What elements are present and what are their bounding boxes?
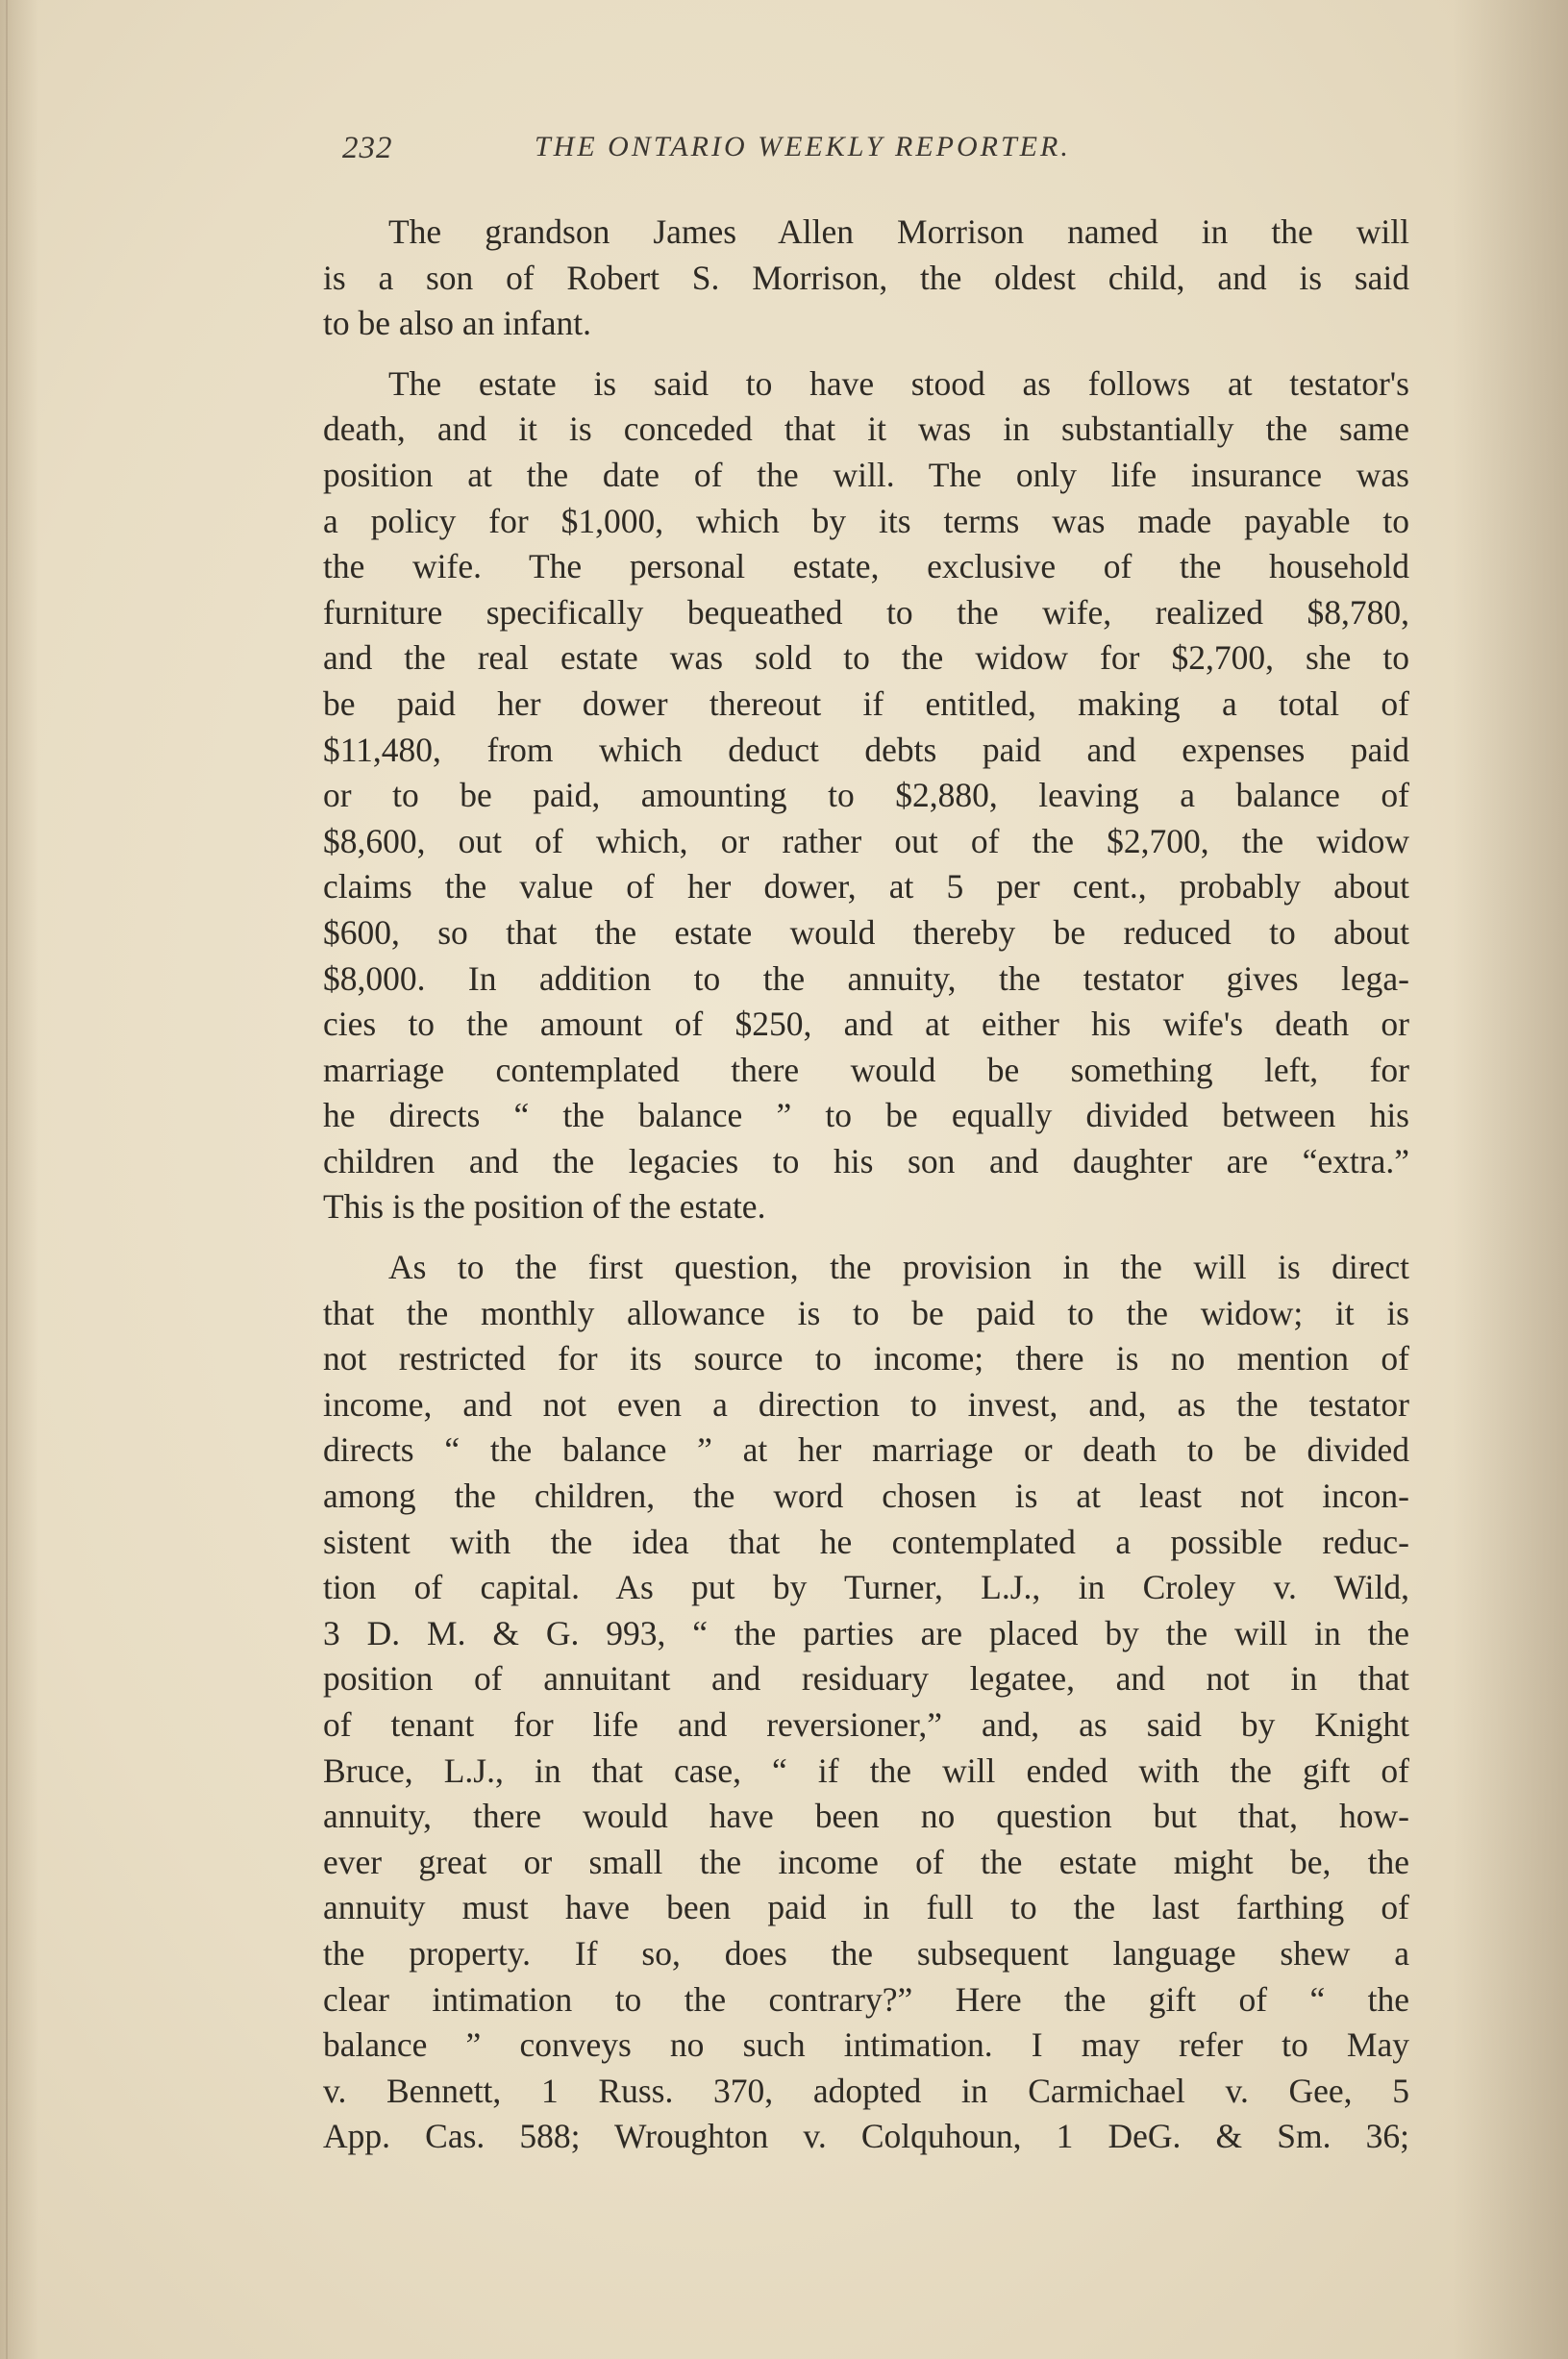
- text-line: $8,600, out of which, or rather out of the $2,700, the widow: [323, 821, 1409, 860]
- text-line: be paid her dower thereout if entitled, making a total of: [323, 683, 1409, 723]
- text-line: Bruce, L.J., in that case, “ if the will ended with the gift of: [323, 1751, 1409, 1790]
- paragraph-1: [323, 210, 1409, 347]
- text-line: claims the value of her dower, at 5 per cent., probably about: [323, 867, 1409, 906]
- text-line: $600, so that the estate would thereby be reduced to about: [323, 912, 1409, 952]
- text-line: position at the date of the will. The only life insurance was: [323, 455, 1409, 494]
- paragraph-2: [323, 361, 1409, 1230]
- text-line: and the real estate was sold to the widow for $2,700, she to: [323, 638, 1409, 678]
- text-line: sistent with the idea that he contemplated a possible reduc-: [323, 1522, 1409, 1561]
- page-header: [342, 131, 1227, 169]
- text-line: cies to the amount of $250, and at either his wife's death or: [323, 1005, 1409, 1044]
- text-line: death, and it is conceded that it was in substantially the same: [323, 410, 1409, 449]
- text-line: annuity must have been paid in full to the last farthing of: [323, 1888, 1409, 1927]
- text-line: The estate is said to have stood as follows at testator's: [388, 363, 1409, 403]
- text-line: position of annuitant and residuary legatee, and not in that: [323, 1659, 1409, 1699]
- paragraph-3: [323, 1245, 1409, 2160]
- running-head: THE ONTARIO WEEKLY REPORTER.: [535, 131, 1071, 162]
- text-line: that the monthly allowance is to be paid to the widow; it is: [323, 1293, 1409, 1332]
- page-spine-shadow: [6, 0, 8, 2359]
- text-line: $8,000. In addition to the annuity, the testator gives lega-: [323, 958, 1409, 998]
- text-line: of tenant for life and reversioner,” and, as said by Knight: [323, 1705, 1409, 1744]
- text-line: App. Cas. 588; Wroughton v. Colquhoun, 1 DeG. & Sm. 36;: [323, 2117, 1409, 2156]
- text-line: furniture specifically bequeathed to the wife, realized $8,780,: [323, 592, 1409, 632]
- page-number: 232: [342, 131, 393, 165]
- text-line: he directs “ the balance ” to be equally divided between his: [323, 1096, 1409, 1135]
- body-text: [323, 210, 1409, 2174]
- text-line: This is the position of the estate.: [323, 1187, 766, 1227]
- text-line: The grandson James Allen Morrison named in the will: [388, 212, 1409, 251]
- text-line: annuity, there would have been no question but that, how-: [323, 1797, 1409, 1836]
- text-line: v. Bennett, 1 Russ. 370, adopted in Carmichael v. Gee, 5: [323, 2071, 1409, 2110]
- text-line: balance ” conveys no such intimation. I may refer to May: [323, 2025, 1409, 2065]
- text-line: income, and not even a direction to invest, and, as the testator: [323, 1384, 1409, 1424]
- text-line: the wife. The personal estate, exclusive of the household: [323, 547, 1409, 586]
- text-line: is a son of Robert S. Morrison, the oldest child, and is said: [323, 258, 1409, 297]
- text-line: $11,480, from which deduct debts paid and expenses paid: [323, 730, 1409, 769]
- text-line: directs “ the balance ” at her marriage or death to be divided: [323, 1430, 1409, 1470]
- text-line: among the children, the word chosen is at least not incon-: [323, 1477, 1409, 1516]
- text-line: to be also an infant.: [323, 304, 591, 343]
- text-line: children and the legacies to his son and daughter are “extra.”: [323, 1141, 1409, 1180]
- text-line: not restricted for its source to income; there is no mention of: [323, 1339, 1409, 1378]
- text-line: marriage contemplated there would be something left, for: [323, 1050, 1409, 1089]
- text-line: ever great or small the income of the estate might be, the: [323, 1842, 1409, 1881]
- text-line: 3 D. M. & G. 993, “ the parties are placed by the will in the: [323, 1613, 1409, 1652]
- text-line: clear intimation to the contrary?” Here the gift of “ the: [323, 1979, 1409, 2019]
- text-line: tion of capital. As put by Turner, L.J., in Croley v. Wild,: [323, 1568, 1409, 1607]
- text-line: the property. If so, does the subsequent language shew a: [323, 1933, 1409, 1973]
- text-line: a policy for $1,000, which by its terms was made payable to: [323, 501, 1409, 540]
- text-line: As to the first question, the provision in the will is direct: [388, 1248, 1409, 1287]
- text-line: or to be paid, amounting to $2,880, leaving a balance of: [323, 776, 1409, 815]
